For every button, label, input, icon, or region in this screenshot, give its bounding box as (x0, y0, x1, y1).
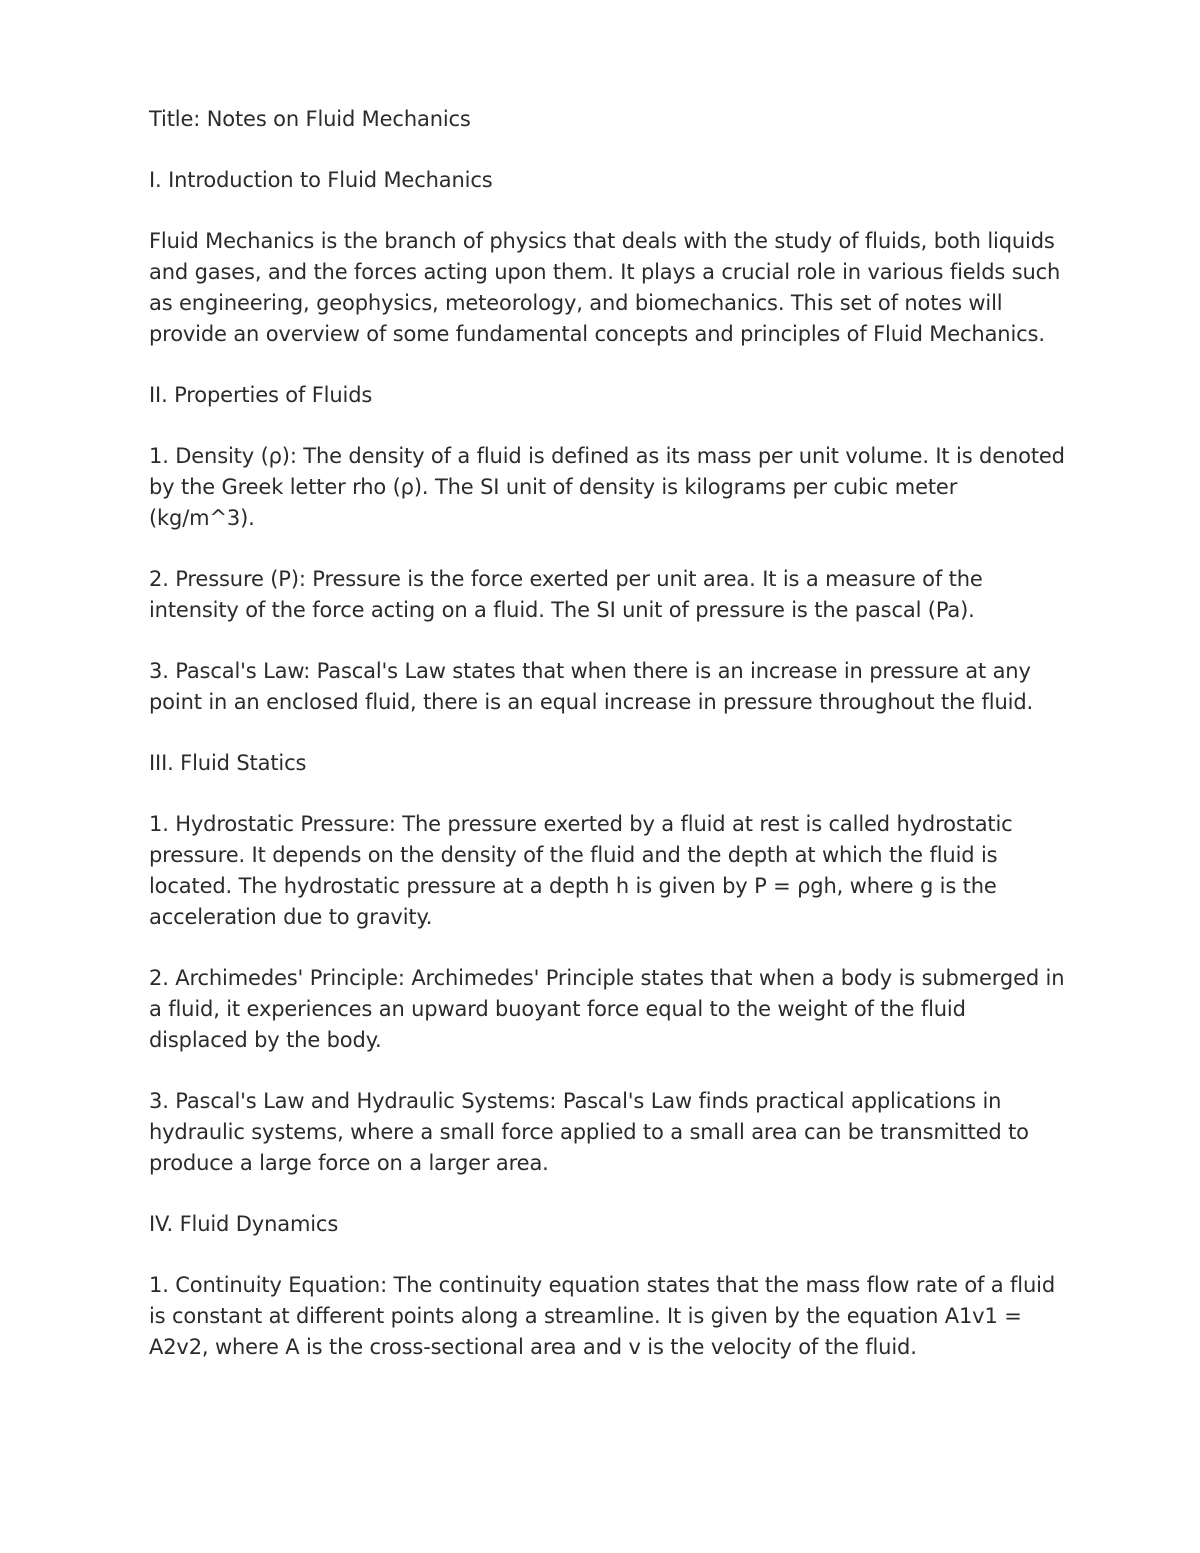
paragraph-pressure: 2. Pressure (P): Pressure is the force exerted per unit area. It is a measure of the intensity of the force acting on a fluid. The SI unit of pressure is the pascal (Pa). (149, 567, 983, 622)
paragraph-hydrostatic-pressure: 1. Hydrostatic Pressure: The pressure exerted by a fluid at rest is called hydrostatic pressure. It depends on the density of the fluid and the depth at which the fluid is located. The hydrostatic pressure at a depth h is given by P = ρgh, where g is the acceleration due to gravity. (149, 812, 1013, 929)
document-page (149, 104, 1069, 1393)
paragraph-pascals-law: 3. Pascal's Law: Pascal's Law states that when there is an increase in pressure at any point in an enclosed fluid, there is an equal increase in pressure throughout the fluid. (149, 659, 1034, 714)
paragraph-hydraulic-systems: 3. Pascal's Law and Hydraulic Systems: Pascal's Law finds practical applications in hydraulic systems, where a small force applied to a small area can be transmitted to produce a large force on a larger area. (149, 1089, 1029, 1175)
document-title: Title: Notes on Fluid Mechanics (149, 107, 471, 131)
paragraph-continuity-equation: 1. Continuity Equation: The continuity equation states that the mass flow rate of a fluid is constant at different points along a streamline. It is given by the equation A1v1 = A2v2, where A is the cross-sectional area and v is the velocity of the fluid. (149, 1273, 1055, 1359)
section-heading-statics: III. Fluid Statics (149, 751, 307, 775)
section-heading-introduction: I. Introduction to Fluid Mechanics (149, 168, 493, 192)
paragraph-archimedes-principle: 2. Archimedes' Principle: Archimedes' Principle states that when a body is submerged in a fluid, it experiences an upward buoyant force equal to the weight of the fluid displaced by the body. (149, 966, 1065, 1052)
paragraph-introduction: Fluid Mechanics is the branch of physics that deals with the study of fluids, both liquids and gases, and the forces acting upon them. It plays a crucial role in various fields such as engineering, geophysics, meteorology, and biomechanics. This set of notes will provide an overview of some fundamental concepts and principles of Fluid Mechanics. (149, 229, 1061, 346)
section-heading-dynamics: IV. Fluid Dynamics (149, 1212, 339, 1236)
paragraph-density: 1. Density (ρ): The density of a fluid is defined as its mass per unit volume. It is denoted by the Greek letter rho (ρ). The SI unit of density is kilograms per cubic meter (kg/m^3). (149, 444, 1065, 530)
section-heading-properties: II. Properties of Fluids (149, 383, 373, 407)
